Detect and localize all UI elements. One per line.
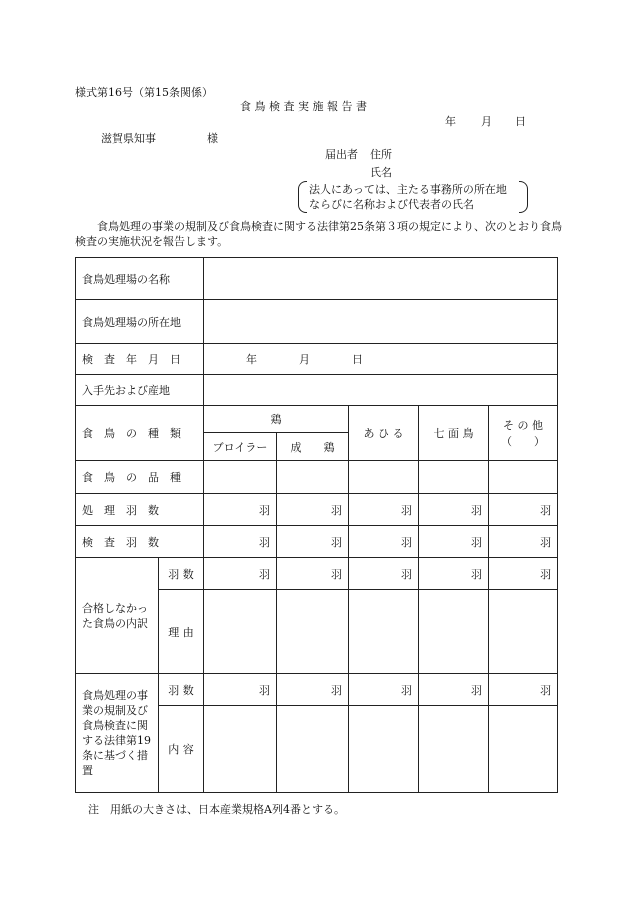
- note-line-1: 法人にあっては、主たる事務所の所在地: [309, 183, 507, 196]
- failed-count-cell[interactable]: 羽: [489, 558, 558, 590]
- inspected-count-cell[interactable]: 羽: [489, 526, 558, 558]
- right-bracket: [519, 181, 528, 213]
- failed-reason-cell[interactable]: [419, 590, 489, 674]
- measures-count-cell[interactable]: 羽: [204, 674, 277, 706]
- inspected-count-cell[interactable]: 羽: [349, 526, 419, 558]
- turkey-header: 七 面 鳥: [419, 406, 489, 461]
- applicant-label: 届出者: [325, 148, 358, 161]
- source-label: 入手先および産地: [76, 375, 204, 406]
- breed-label: 食 鳥 の 品 種: [76, 461, 204, 494]
- note-line-2: ならびに名称および代表者の氏名: [309, 198, 474, 211]
- failed-reason-cell[interactable]: [204, 590, 277, 674]
- measures-content-cell[interactable]: [277, 706, 349, 793]
- processed-count-cell[interactable]: 羽: [204, 494, 277, 526]
- failed-count-cell[interactable]: 羽: [419, 558, 489, 590]
- breed-cell[interactable]: [204, 461, 277, 494]
- inspection-date-label: 検 査 年 月 日: [76, 344, 204, 375]
- processed-count-cell[interactable]: 羽: [349, 494, 419, 526]
- footnote: 注 用紙の大きさは、日本産業規格A列4番とする。: [88, 803, 345, 816]
- duck-header: あ ひ る: [349, 406, 419, 461]
- honorific: 様: [207, 132, 218, 145]
- facility-location-label: 食鳥処理場の所在地: [76, 300, 204, 344]
- adult-chicken-header: 成 鶏: [277, 433, 349, 461]
- inspection-date-field[interactable]: [204, 344, 558, 375]
- breed-cell[interactable]: [419, 461, 489, 494]
- measures-content-cell[interactable]: [349, 706, 419, 793]
- measures-content-cell[interactable]: [419, 706, 489, 793]
- measures-section-label: 食鳥処理の事業の規制及び食鳥検査に関する法律第19条に基づく措置: [76, 674, 159, 793]
- measures-content-cell[interactable]: [489, 706, 558, 793]
- facility-location-field[interactable]: [204, 300, 558, 344]
- processed-count-cell[interactable]: 羽: [419, 494, 489, 526]
- measures-count-cell[interactable]: 羽: [349, 674, 419, 706]
- preamble-text: 食鳥処理の事業の規制及び食鳥検査に関する法律第25条第３項の規定により、次のとおり食鳥検査の実施状況を報告します。: [75, 220, 562, 248]
- form-title: 食 鳥 検 査 実 施 報 告 書: [240, 100, 367, 113]
- processed-count-cell[interactable]: 羽: [489, 494, 558, 526]
- measures-content-label: 内 容: [159, 706, 204, 793]
- other-paren: （ ）: [501, 435, 546, 448]
- left-bracket: [298, 181, 307, 213]
- processed-count-label: 処 理 羽 数: [76, 494, 204, 526]
- inspection-day-label: 日: [352, 353, 363, 366]
- inspected-count-cell[interactable]: 羽: [277, 526, 349, 558]
- name-label: 氏名: [370, 166, 392, 179]
- inspected-count-cell[interactable]: 羽: [204, 526, 277, 558]
- inspection-month-label: 月: [299, 353, 310, 366]
- breed-cell[interactable]: [489, 461, 558, 494]
- measures-count-cell[interactable]: 羽: [489, 674, 558, 706]
- corporate-note-text: [309, 182, 507, 212]
- failed-count-cell[interactable]: 羽: [277, 558, 349, 590]
- preamble: [75, 219, 565, 249]
- address-label: 住所: [370, 148, 392, 161]
- corporate-note: [298, 181, 528, 213]
- chicken-header: 鶏: [204, 406, 349, 433]
- measures-count-cell[interactable]: 羽: [419, 674, 489, 706]
- processed-count-cell[interactable]: 羽: [277, 494, 349, 526]
- measures-count-cell[interactable]: 羽: [277, 674, 349, 706]
- failed-count-label: 羽 数: [159, 558, 204, 590]
- breed-cell[interactable]: [349, 461, 419, 494]
- failed-reason-cell[interactable]: [489, 590, 558, 674]
- failed-reason-cell[interactable]: [277, 590, 349, 674]
- other-label: そ の 他: [503, 419, 544, 432]
- inspected-count-cell[interactable]: 羽: [419, 526, 489, 558]
- breed-cell[interactable]: [277, 461, 349, 494]
- failed-section-label: 合格しなかった食鳥の内訳: [76, 558, 159, 674]
- measures-content-cell[interactable]: [204, 706, 277, 793]
- addressee: 滋賀県知事: [101, 132, 156, 145]
- facility-name-label: 食鳥処理場の名称: [76, 258, 204, 300]
- failed-reason-cell[interactable]: [349, 590, 419, 674]
- kind-label: 食 鳥 の 種 類: [76, 406, 204, 461]
- inspected-count-label: 検 査 羽 数: [76, 526, 204, 558]
- date-day-label: 日: [515, 115, 526, 128]
- report-table: [75, 257, 558, 793]
- facility-name-field[interactable]: [204, 258, 558, 300]
- source-field[interactable]: [204, 375, 558, 406]
- measures-count-label: 羽 数: [159, 674, 204, 706]
- date-month-label: 月: [481, 115, 492, 128]
- failed-count-cell[interactable]: 羽: [204, 558, 277, 590]
- form-number: 様式第16号（第15条関係）: [75, 86, 213, 99]
- date-year-label: 年: [445, 115, 456, 128]
- failed-reason-label: 理 由: [159, 590, 204, 674]
- failed-count-cell[interactable]: 羽: [349, 558, 419, 590]
- inspection-year-label: 年: [246, 353, 257, 366]
- other-header: [489, 406, 558, 461]
- broiler-header: ブロイラー: [204, 433, 277, 461]
